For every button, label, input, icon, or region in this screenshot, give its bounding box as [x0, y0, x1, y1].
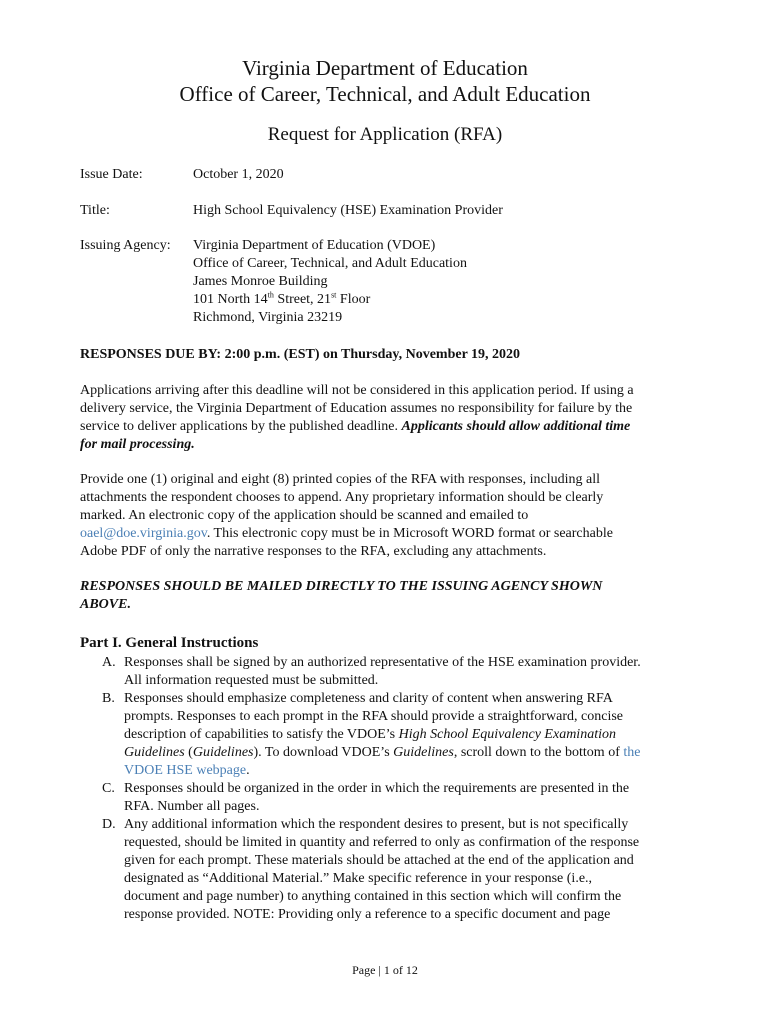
header-line-1: Virginia Department of Education: [242, 56, 528, 80]
title-value: High School Equivalency (HSE) Examination Provider: [193, 203, 503, 218]
header-line-2: Office of Career, Technical, and Adult Education: [179, 82, 591, 106]
hse-webpage-link-start[interactable]: the: [623, 745, 641, 760]
email-link[interactable]: oael@doe.virginia.gov: [80, 526, 207, 541]
late-paragraph: Applications arriving after this deadline will not be considered in this application period. If using a delivery service, the Virginia Department of Education assumes no responsibility for failure by the service to deliver applications by the published deadline. Applicants should allow additional time for mail processing.: [80, 383, 634, 452]
instructions-list: [80, 654, 700, 924]
agency-city: Richmond, Virginia 23219: [193, 310, 343, 325]
part1-heading: Part I. General Instructions: [80, 635, 259, 651]
issue-date-label: Issue Date:: [80, 167, 143, 182]
title-label: Title:: [80, 203, 110, 218]
agency-line-1: Virginia Department of Education (VDOE): [193, 238, 436, 253]
agency-line-3: James Monroe Building: [193, 274, 328, 289]
list-item: B. Responses should emphasize completeness and clarity of content when answering RFA prompts. Responses to each prompt in the RFA should provide a straightforward, concise description of capabilities to satisfy the VDOE’s High School Equivalency Examination Guidelines (Guidelines). To download VDOE’s Guidelines, scroll down to the bottom of the VDOE HSE webpage.: [102, 691, 641, 778]
due-date: RESPONSES DUE BY: 2:00 p.m. (EST) on Thursday, November 19, 2020: [80, 347, 521, 362]
list-item: D. Any additional information which the respondent desires to present, but is not specifically requested, should be limited in quantity and referred to only as confirmation of the response given for each prompt. These materials should be attached at the end of the application and designated as “Additional Material.” Make specific reference in your response (i.e., document and page number) to anything contained in this section which will confirm the response provided. NOTE: Providing only a reference to a specific document and page: [102, 817, 640, 922]
page-footer: Page | 1 of 12: [352, 963, 418, 977]
agency-line-2: Office of Career, Technical, and Adult Education: [193, 256, 467, 271]
list-item: C. Responses should be organized in the order in which the requirements are presented in the RFA. Number all pages.: [102, 781, 630, 814]
mail-notice: RESPONSES SHOULD BE MAILED DIRECTLY TO THE ISSUING AGENCY SHOWN ABOVE.: [80, 579, 603, 612]
list-item: A. Responses shall be signed by an authorized representative of the HSE examination provider. All information requested must be submitted.: [102, 655, 641, 688]
copies-paragraph: Provide one (1) original and eight (8) printed copies of the RFA with responses, including all attachments the respondent chooses to append. Any proprietary information should be clearly marked. An electronic copy of the application should be scanned and emailed to oael@doe.virginia.gov. This electronic copy must be in Microsoft WORD format or searchable Adobe PDF of only the narrative responses to the RFA, excluding any attachments.: [80, 472, 613, 559]
agency-label: Issuing Agency:: [80, 238, 171, 253]
issue-date-value: October 1, 2020: [193, 167, 284, 182]
hse-webpage-link[interactable]: VDOE HSE webpage: [124, 763, 247, 778]
document-subtitle: Request for Application (RFA): [267, 124, 503, 145]
agency-address: 101 North 14th Street, 21st Floor: [193, 290, 371, 307]
